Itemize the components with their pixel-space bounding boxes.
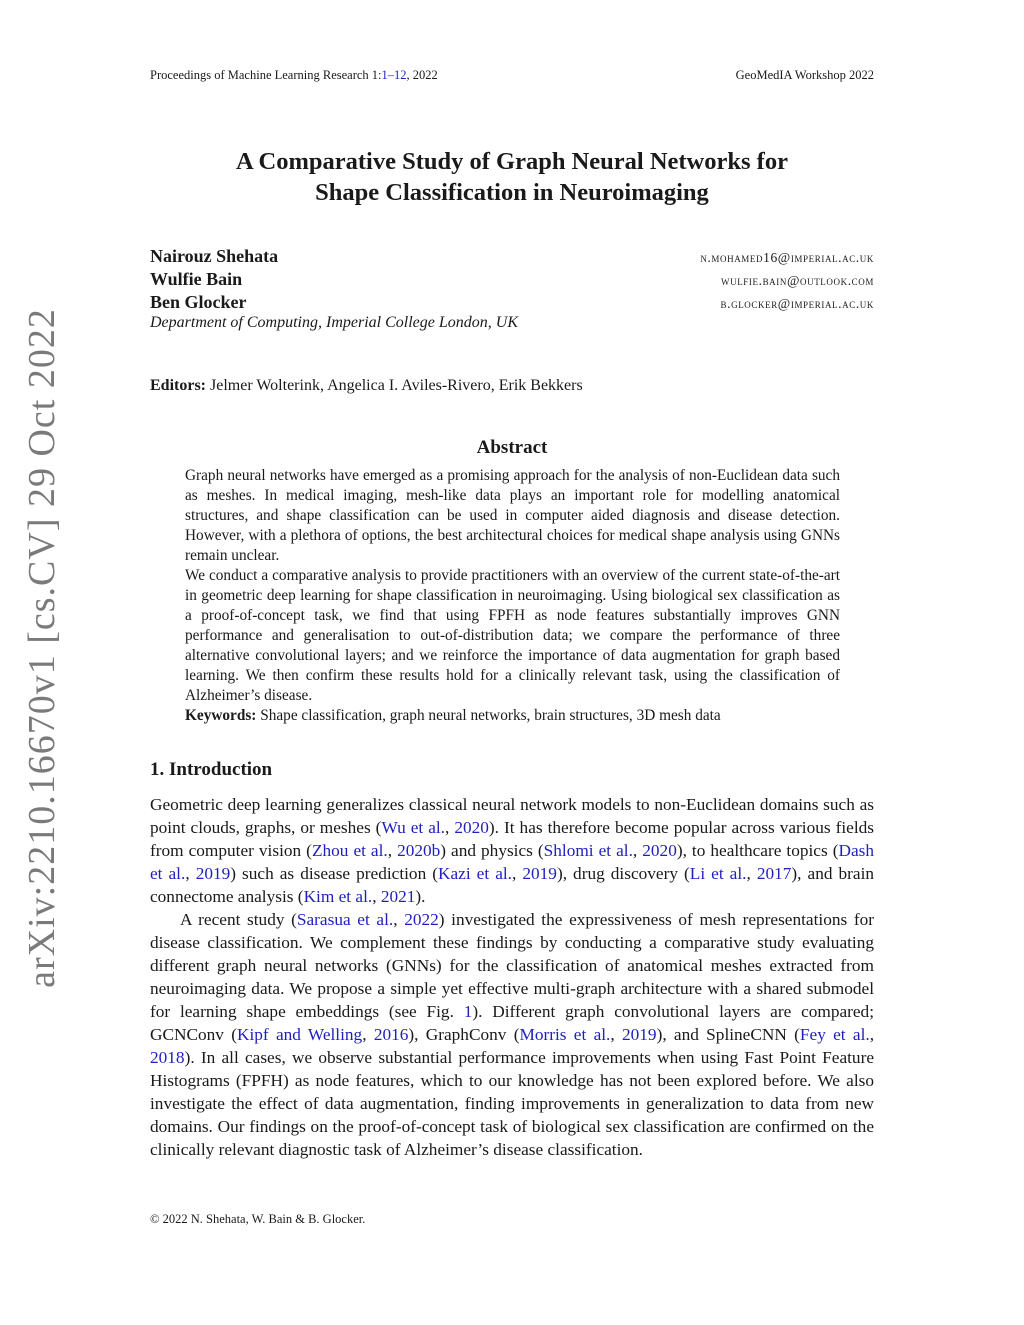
citation-year-link[interactable]: 2019: [522, 864, 557, 883]
affiliation: Department of Computing, Imperial College London, UK: [150, 314, 518, 331]
author-email: wulfie.bain@outlook.com: [721, 273, 874, 288]
editors-names: Jelmer Wolterink, Angelica I. Aviles-Rivero, Erik Bekkers: [210, 377, 583, 394]
citation-link[interactable]: Zhou et al.: [311, 841, 388, 860]
author-name: Ben Glocker: [150, 292, 247, 312]
text: ,: [512, 864, 523, 883]
text: ,: [372, 887, 381, 906]
text: ), drug discovery (: [556, 864, 690, 883]
text: ) investigated the expressiveness of mesh representations for disease classification. We complement these findings by conducting a comparative study evaluating different graph neural networks (GNNs) for the classification of anatomical meshes extracted from neuroimaging data. We propose a simple yet effective multi-graph architecture with a shared submodel for learning shape embeddings (see Fig.: [150, 910, 874, 1021]
running-header-right: GeoMedIA Workshop 2022: [735, 68, 874, 82]
citation-link[interactable]: Kipf and Welling: [237, 1025, 363, 1044]
text: ,: [746, 864, 757, 883]
citation-link[interactable]: Wu et al.: [381, 818, 445, 837]
author-row: [150, 292, 874, 313]
introduction-body: [150, 793, 874, 1161]
citation-year-link[interactable]: 2020: [642, 841, 677, 860]
intro-paragraph-1: [150, 793, 874, 908]
title-line-2: Shape Classification in Neuroimaging: [315, 179, 709, 206]
citation-year-link[interactable]: 2020b: [397, 841, 441, 860]
proceedings-year: , 2022: [406, 68, 438, 82]
citation-year-link[interactable]: 2021: [380, 887, 416, 906]
section-heading-introduction: 1. Introduction: [150, 759, 273, 780]
text: ). In all cases, we observe substantial performance improvements when using Fast Point Feature Histograms (FPFH) as node features, which to our knowledge has not been explored before. We also investigate the effect of data augmentation, finding improvements in generalization to data from new domains. Our findings on the proof-of-concept task of biological sex classification are confirmed on the clinically relevant diagnostic task of Alzheimer’s disease classification.: [150, 1048, 874, 1159]
title-line-1: A Comparative Study of Graph Neural Networks for: [236, 148, 788, 175]
author-row: [150, 269, 874, 290]
citation-link[interactable]: Shlomi et al.: [543, 841, 633, 860]
author-row: [150, 246, 874, 267]
citation-year-link[interactable]: 2019: [622, 1025, 657, 1044]
citation-link[interactable]: Morris et al.: [519, 1025, 611, 1044]
text: ) and physics (: [440, 841, 544, 860]
text: ), to healthcare topics (: [676, 841, 839, 860]
text: ,: [362, 1025, 374, 1044]
text: ). Different graph convolutional layers are compared; GCNConv (: [150, 1002, 874, 1044]
arxiv-stamp: [10, 307, 74, 988]
citation-year-link[interactable]: 2018: [150, 1048, 185, 1067]
author-name: Wulfie Bain: [150, 269, 243, 289]
intro-paragraph-2: [150, 908, 874, 1161]
abstract: [185, 466, 840, 726]
text: ), GraphConv (: [408, 1025, 520, 1044]
author-name: Nairouz Shehata: [150, 246, 279, 266]
citation-year-link[interactable]: 2017: [756, 864, 792, 883]
keywords: [185, 706, 840, 726]
text: ).: [415, 887, 426, 906]
editors: [150, 377, 583, 395]
arxiv-stamp-text: arXiv:2210.16670v1 [cs.CV] 29 Oct 2022: [21, 307, 64, 988]
citation-link[interactable]: Dash et al.: [150, 841, 874, 883]
text: A recent study (: [180, 910, 297, 929]
text: ), and SplineCNN (: [656, 1025, 800, 1044]
text: ,: [632, 841, 643, 860]
copyright-notice: © 2022 N. Shehata, W. Bain & B. Glocker.: [150, 1212, 366, 1226]
citation-link[interactable]: Kazi et al.: [438, 864, 512, 883]
citation-year-link[interactable]: 2019: [195, 864, 231, 883]
abstract-heading: Abstract: [476, 437, 548, 458]
page-range-link[interactable]: 1–12: [381, 68, 407, 82]
text: ) such as disease prediction (: [230, 864, 439, 883]
citation-link[interactable]: Sarasua et al.: [296, 910, 394, 929]
author-email: n.mohamed16@imperial.ac.uk: [700, 250, 874, 265]
text: ,: [185, 864, 196, 883]
proceedings-text: Proceedings of Machine Learning Research 1:: [150, 68, 382, 82]
text: ,: [445, 818, 455, 837]
author-email: b.glocker@imperial.ac.uk: [720, 296, 874, 311]
citation-year-link[interactable]: 2016: [373, 1025, 409, 1044]
text: ). It has therefore become popular across various fields from computer vision (: [150, 818, 875, 860]
text: Geometric deep learning generalizes classical neural network models to non-Euclidean domains such as point clouds, graphs, or meshes (: [150, 795, 874, 837]
text: ), and brain connectome analysis (: [150, 864, 875, 906]
keywords-text: Shape classification, graph neural networks, brain structures, 3D mesh data: [260, 707, 721, 724]
citation-link[interactable]: Fey et al.: [799, 1025, 870, 1044]
text: ,: [610, 1025, 622, 1044]
running-header-left: [150, 68, 438, 83]
abstract-paragraph-2: We conduct a comparative analysis to provide practitioners with an overview of the current state-of-the-art in geometric deep learning for shape classification in neuroimaging. Using biological sex classification as a proof-of-concept task, we find that using FPFH as node features substantially improves GNN performance and generalisation to out-of-distribution data; we compare the performance of three alternative convolutional layers; and we reinforce the importance of data augmentation for graph based learning. We then confirm these results hold for a clinically relevant task, using the classification of Alzheimer’s disease.: [185, 567, 840, 704]
abstract-paragraph-1: Graph neural networks have emerged as a promising approach for the analysis of non-Euclidean data such as meshes. In medical imaging, mesh-like data plays an important role for modelling anatomical structures, and shape classification can be used in computer aided diagnosis and disease detection. However, with a plethora of options, the best architectural choices for medical shape analysis using GNNs remain unclear.: [185, 467, 840, 564]
editors-label: Editors:: [150, 377, 206, 394]
text: ,: [393, 910, 405, 929]
figure-reference-link[interactable]: 1: [463, 1002, 473, 1021]
citation-year-link[interactable]: 2022: [404, 910, 439, 929]
citation-year-link[interactable]: 2020: [454, 818, 489, 837]
citation-link[interactable]: Kim et al.: [303, 887, 373, 906]
citation-link[interactable]: Li et al.: [689, 864, 747, 883]
text: ,: [869, 1025, 875, 1044]
text: ,: [387, 841, 398, 860]
paper-title: [150, 146, 874, 208]
keywords-label: Keywords:: [185, 707, 257, 724]
